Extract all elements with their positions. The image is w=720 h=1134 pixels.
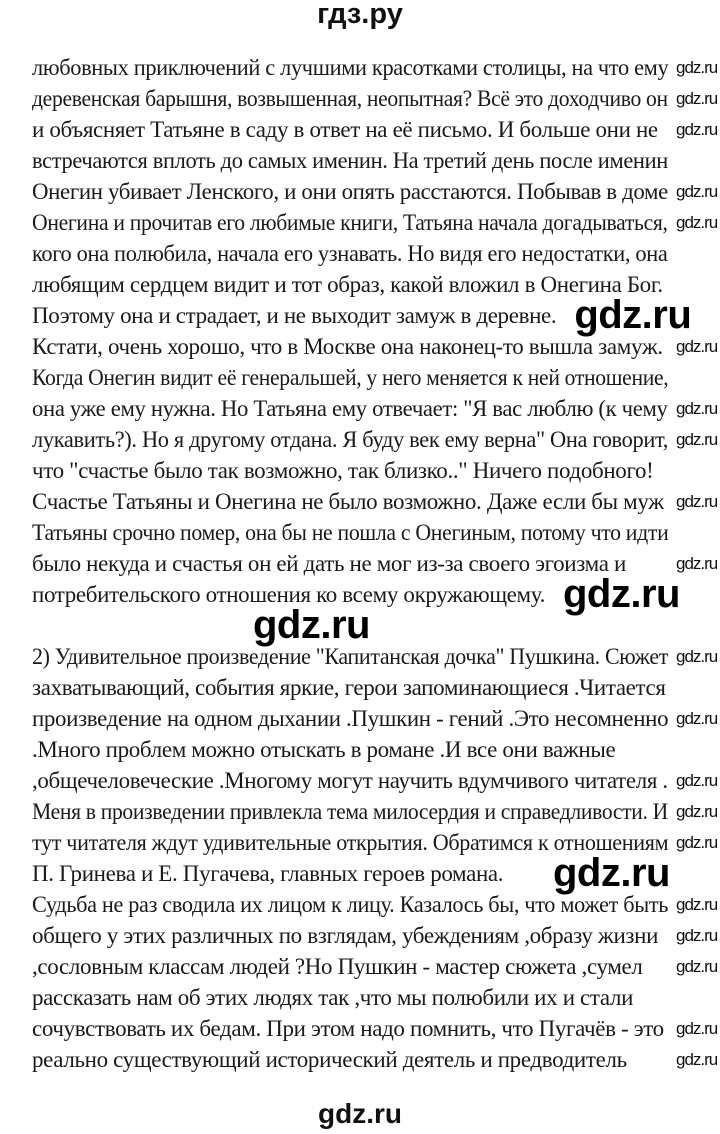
text-line: .Много проблем можно отыскать в романе .И все они важные	[32, 737, 616, 762]
watermark: gdz.ru	[676, 182, 718, 201]
text-line: встречаются вплоть до самых именин. На третий день после именин	[32, 148, 668, 173]
text-line: ,общечеловеческие .Многому могут научить вдумчивого читателя .	[32, 768, 668, 793]
watermark-large: gdz.ru	[553, 851, 670, 895]
watermark: gdz.ru	[676, 1019, 718, 1038]
text-line: Поэтому она и страдает, и не выходит замуж в деревне.	[32, 303, 557, 328]
watermark: gdz.ru	[676, 647, 718, 666]
text-line: она уже ему нужна. Но Татьяна ему отвечает: "Я вас люблю (к чему	[32, 396, 668, 421]
watermark: gdz.ru	[676, 213, 718, 232]
site-footer-title: gdz.ru	[318, 1098, 402, 1129]
watermark: gdz.ru	[676, 337, 718, 356]
text-line: Счастье Татьяны и Онегина не было возможно. Даже если бы муж	[32, 489, 664, 514]
watermark: gdz.ru	[676, 957, 718, 976]
text-line: захватывающий, события яркие, герои запоминающиеся .Читается	[32, 675, 666, 700]
text-line: было некуда и счастья он ей дать не мог из-за своего эгоизма и	[32, 551, 626, 576]
watermark: gdz.ru	[676, 58, 718, 77]
text-line: потребительского отношения ко всему окружающему.	[32, 582, 545, 607]
text-line: реально существующий исторический деятель и предводитель	[32, 1047, 627, 1072]
watermark: gdz.ru	[676, 895, 718, 914]
text-line: любовных приключений с лучшими красотками столицы, на что ему	[32, 55, 669, 80]
watermark: gdz.ru	[676, 802, 718, 821]
text-line: тут читателя ждут удивительные открытия. Обратимся к отношениям	[32, 830, 669, 855]
text-line: произведение на одном дыхании .Пушкин - гений .Это несомненно	[32, 706, 669, 731]
text-line: кого она полюбила, начала его узнавать. Но видя его недостатки, она	[32, 241, 668, 266]
text-line: Татьяны срочно помер, она бы не пошла с Онегиным, потому что идти	[32, 520, 669, 545]
watermark: gdz.ru	[676, 430, 718, 449]
watermark: gdz.ru	[676, 709, 718, 728]
text-line: любящим сердцем видит и тот образ, какой вложил в Онегина Бог.	[32, 272, 663, 297]
text-line: Онегин убивает Ленского, и они опять расстаются. Побывав в доме	[32, 179, 668, 204]
text-line: Меня в произведении привлекла тема милосердия и справедливости. И	[32, 799, 668, 824]
text-line: Кстати, очень хорошо, что в Москве она наконец-то вышла замуж.	[32, 334, 663, 359]
text-line: Когда Онегин видит её генеральшей, у него меняется к ней отношение,	[32, 365, 669, 390]
text-line: ,сословным классам людей ?Но Пушкин - мастер сюжета ,сумел	[32, 954, 643, 979]
text-line: сочувствовать их бедам. При этом надо помнить, что Пугачёв - это	[32, 1016, 664, 1041]
text-line: рассказать нам об этих людях так ,что мы полюбили их и стали	[32, 985, 634, 1010]
text-line: лукавить?). Но я другому отдана. Я буду век ему верна" Она говорит,	[32, 427, 669, 452]
text-line: деревенская барышня, возвышенная, неопытная? Всё это доходчиво он	[32, 86, 668, 111]
watermark: gdz.ru	[676, 1050, 718, 1069]
watermark: gdz.ru	[676, 492, 718, 511]
watermark: gdz.ru	[676, 554, 718, 573]
watermark: gdz.ru	[676, 926, 718, 945]
watermark-large: gdz.ru	[253, 603, 370, 647]
watermark-large: gdz.ru	[574, 293, 692, 337]
watermark: gdz.ru	[676, 771, 718, 790]
text-line: общего у этих различных по взглядам, убеждениям ,образу жизни	[32, 923, 659, 948]
site-header-title: гдз.ру	[317, 0, 403, 30]
text-line: что "счастье было так возможно, так близко.." Ничего подобного!	[32, 458, 654, 483]
watermark: gdz.ru	[676, 833, 718, 852]
watermark-large: gdz.ru	[563, 572, 680, 616]
watermark: gdz.ru	[676, 399, 718, 418]
text-line: Онегина и прочитав его любимые книги, Татьяна начала догадываться,	[32, 210, 668, 235]
text-line: и объясняет Татьяне в саду в ответ на её письмо. И больше они не	[32, 117, 658, 142]
watermark: gdz.ru	[676, 89, 718, 108]
text-line: Судьба не раз сводила их лицом к лицу. Казалось бы, что может быть	[32, 892, 669, 917]
text-line: 2) Удивительное произведение "Капитанская дочка" Пушкина. Сюжет	[32, 644, 669, 669]
watermark: gdz.ru	[676, 120, 718, 139]
text-line: П. Гринева и Е. Пугачева, главных героев романа.	[32, 861, 504, 886]
